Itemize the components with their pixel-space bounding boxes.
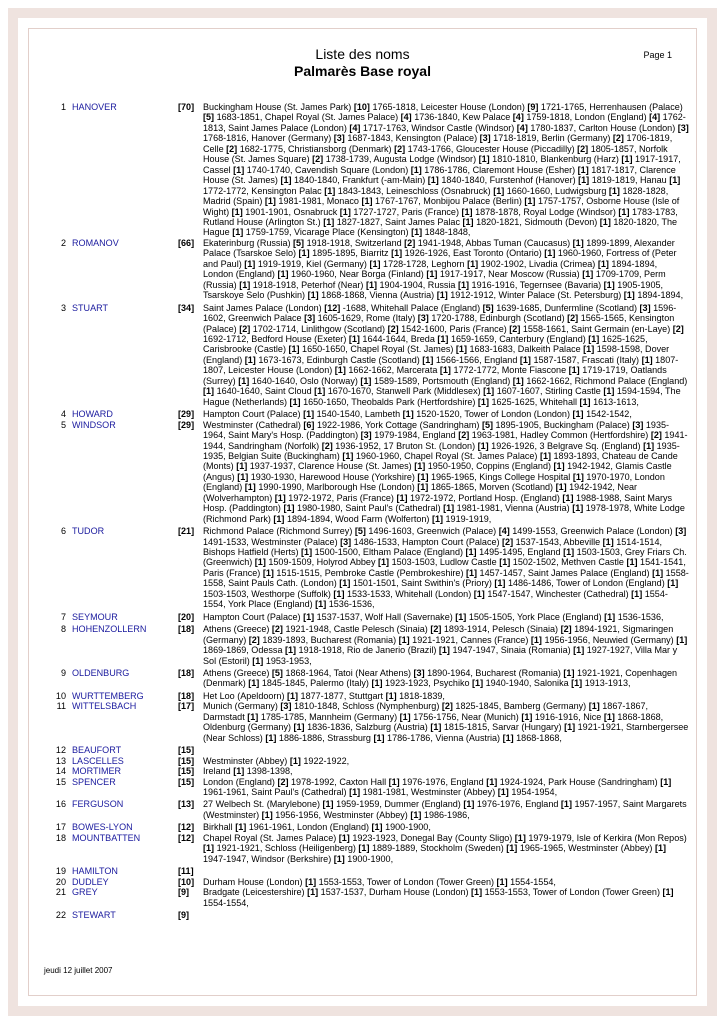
house-name: LASCELLES (72, 755, 124, 766)
house-details: Athens (Greece) [2] 1921-1948, Castle Pelesch (Sinaia) [2] 1893-1914, Pelesch (Sinaia) [2] 1894-1921, Sigmaringen (Germany) [2] 1839-1893, Bucharest (Romania) [1] 1921-1921, Cannes (France) [1] 1956-1956, Neuwied (Germany) [1] 1869-1869, Odessa [1] 1918-1918, Rio de Janerio (Brazil) [1] 1947-1947, Sinaia (Romania) [1] 1927-1927, Villa Mar y Sol (Estoril) [1] 1953-1953, (203, 624, 688, 666)
house-name: WURTTEMBERG (72, 690, 144, 701)
house-count: [15] (178, 745, 195, 756)
house-name: SEYMOUR (72, 611, 118, 622)
house-details: Chapel Royal (St. James Palace) [1] 1923-1923, Donegal Bay (County Sligo) [1] 1979-1979, Isle of Kerkira (Mon Repos) [1] 1921-1921, Schloss (Heiligenberg) [1] 1889-1889, Stockholm (Sweden) [1] 1965-1965, Westminster (Abbey) [1] 1947-1947, Windsor (Berkshire) [1] 1900-1900, (203, 832, 687, 864)
house-details (203, 866, 689, 876)
list-item (44, 612, 689, 622)
house-details: Hampton Court (Palace) [1] 1540-1540, Lambeth [1] 1520-1520, Tower of London (London) [1] 1542-1542, (203, 409, 632, 420)
list-item (44, 822, 689, 832)
house-count: [20] (178, 611, 195, 622)
house-count: [9] (178, 887, 190, 898)
house-count: [21] (178, 526, 195, 537)
page-title: Liste des noms (315, 46, 410, 62)
item-number: 17 (55, 822, 66, 833)
list-item (44, 409, 689, 419)
house-name: GREY (72, 887, 98, 898)
house-details: Buckingham House (St. James Park) [10] 1765-1818, Leicester House (London) [9] 1721-1765, Herrenhausen (Palace) [5] 1683-1851, Chapel Royal (St. James Palace) [4] 1736-1840, Kew Palace [4] 1759-1818, London (England) [4] 1762-1813, Saint James Palace (London) [4] 1717-1763, Windsor Castle (Windsor) [4] 1780-1837, Carlton House (London) [3] 1768-1816, Hanover (Germany) [3] 1687-1843, Kensington (Palace) [3] 1718-1819, Berlin (Germany) [2] 1706-1819, Celle [2] 1682-1775, Christiansborg (Denmark) [2] 1743-1766, Gloucester House (Piccadilly) [2] 1805-1857, Norfolk House (St. James Square) [2] 1738-1739, Augusta Lodge (Windsor) [1] 1810-1810, Blankenburg (Harz) [1] 1917-1917, Cassel [1] 1740-1740, Cavendish Square (London) [1] 1786-1786, Claremont House (Esher) [1] 1817-1817, Clarence House (St. James) [1] 1840-1840, Frankfurt (-am-Main) [1] 1840-1840, Furstenhof (Hanover) [1] 1819-1819, Hanau [1] 1772-1772, Kensington Palac [1] 1843-1843, Leineschloss (Osnabruck) [1] 1660-1660, Ludwigsburg [1] 1828-1828, Madrid (Spain) [1] 1981-1981, Monaco [1] 1767-1767, Monbijou Palace (Berlin) [1] 1757-1757, Osborne House (Isle of Wight) [1] 1901-1901, Osnabruck [1] 1727-1727, Paris (France) [1] 1878-1878, Royal Lodge (Windsor) [1] 1783-1783, Rutland House (Arlington St.) [1] 1827-1827, Saint James Palac [1] 1820-1821, Sidmouth (Devon) [1] 1820-1820, The Hague [1] 1759-1759, Vicarage Place (Kensington) [1] 1848-1848, (203, 102, 689, 238)
house-details: Durham House (London) [1] 1553-1553, Tower of London (Tower Green) [1] 1554-1554, (203, 876, 556, 887)
list-item (44, 420, 689, 525)
house-details (203, 745, 689, 755)
item-number: 9 (60, 668, 66, 679)
house-details: Athens (Greece) [5] 1868-1964, Tatoi (Near Athens) [3] 1890-1964, Bucharest (Romania) [1] 1921-1921, Copenhagen (Denmark) [1] 1845-1845, Palermo (Italy) [1] 1923-1923, Psychiko [1] 1940-1940, Salonika [1] 1913-1913, (203, 668, 678, 689)
house-details: Bradgate (Leicestershire) [1] 1537-1537, Durham House (London) [1] 1553-1553, Tower of London (Tower Green) [1] 1554-1554, (203, 887, 674, 908)
house-count: [15] (178, 755, 195, 766)
house-name: WITTELSBACH (72, 701, 137, 712)
list-item (44, 777, 689, 798)
house-name: BEAUFORT (72, 745, 122, 756)
page-subtitle: Palmarès Base royal (294, 63, 431, 79)
item-number: 7 (60, 611, 66, 622)
item-number: 19 (55, 866, 66, 877)
house-count: [12] (178, 832, 195, 843)
item-number: 4 (60, 409, 66, 420)
house-name: HANOVER (72, 102, 117, 112)
list-item (44, 701, 689, 743)
list-item (44, 668, 689, 689)
item-number: 8 (60, 624, 66, 635)
list-item (44, 102, 689, 238)
house-count: [18] (178, 624, 195, 635)
house-details: Westminster (Abbey) [1] 1922-1922, (203, 755, 350, 766)
house-count: [18] (178, 690, 195, 701)
item-number: 18 (55, 832, 66, 843)
item-number: 15 (55, 776, 66, 787)
house-name: STEWART (72, 909, 116, 920)
list-item (44, 799, 689, 820)
house-count: [12] (178, 822, 195, 833)
house-details: Richmond Palace (Richmond Surrey) [5] 1496-1603, Greenwich (Palace) [4] 1499-1553, Greenwich Palace (London) [3] 1491-1533, Westminster (Palace) [3] 1486-1533, Hampton Court (Palace) [2] 1537-1543, Abbeville [1] 1514-1514, Bishops Hatfield (Herts) [1] 1500-1500, Eltham Palace (England) [1] 1495-1495, England [1] 1503-1503, Grey Friars Ch. (Greenwich) [1] 1509-1509, Holyrod Abbey [1] 1503-1503, Ludlow Castle [1] 1502-1502, Methven Castle [1] 1541-1541, Paris (France) [1] 1515-1515, Pembroke Castle (Pembrokeshire) [1] 1457-1457, Saint James Palace (England) [1] 1558-1558, Saint Pauls Cath. (London) [1] 1501-1501, Saint Swithin's (Priory) [1] 1486-1486, Tower of London (England) [1] 1503-1503, Westhorpe (Suffolk) [1] 1533-1533, Whitehall (London) [1] 1547-1547, Winchester (Cathedral) [1] 1554-1554, York Place (England) [1] 1536-1536, (203, 526, 689, 610)
list-item (44, 691, 689, 701)
list-item (44, 526, 689, 610)
house-count: [17] (178, 701, 195, 712)
house-name: SPENCER (72, 776, 116, 787)
house-name: HOHENZOLLERN (72, 624, 147, 635)
list-item (44, 866, 689, 876)
item-number: 3 (60, 302, 66, 313)
house-name: FERGUSON (72, 799, 124, 810)
item-number: 1 (60, 102, 66, 112)
item-number: 11 (56, 701, 66, 712)
footer-date: jeudi 12 juillet 2007 (44, 966, 113, 975)
house-count: [29] (178, 419, 195, 430)
house-count: [66] (178, 237, 195, 248)
house-count: [34] (178, 302, 195, 313)
house-name: HOWARD (72, 409, 113, 420)
house-details (203, 910, 689, 920)
item-number: 13 (55, 755, 66, 766)
house-name: MORTIMER (72, 766, 122, 777)
house-count: [29] (178, 409, 195, 420)
item-number: 12 (55, 745, 66, 756)
house-count: [15] (178, 766, 195, 777)
list-item (44, 833, 689, 864)
item-number: 16 (55, 799, 66, 810)
list-item (44, 756, 689, 766)
house-name: MOUNTBATTEN (72, 832, 141, 843)
house-details: Ekaterinburg (Russia) [5] 1918-1918, Switzerland [2] 1941-1948, Abbas Tuman (Caucasus) [1] 1899-1899, Alexander Palace (Tsarskoe Selo) [1] 1895-1895, Biarritz [1] 1926-1926, East Toronto (Ontario) [1] 1960-1960, Fortress of (Peter and Paul) [1] 1919-1919, Kiel (Germany) [1] 1728-1728, Leghorn [1] 1902-1902, Livadia (Crimea) [1] 1894-1894, London (England) [1] 1960-1960, Near Borga (Finland) [1] 1917-1917, Near Moscow (Russia) [1] 1709-1709, Perm (Russia) [1] 1918-1918, Peterhof (Near) [1] 1904-1904, Russia [1] 1916-1916, Tegernsee (Bavaria) [1] 1905-1905, Tsarskoye Selo (Pushkin) [1] 1868-1868, Vienna (Austria) [1] 1912-1912, Winter Palace (St. Petersburg) [1] 1894-1894, (203, 237, 684, 301)
list-item (44, 624, 689, 666)
item-number: 10 (55, 690, 66, 701)
list-item (44, 238, 689, 301)
house-count: [15] (178, 776, 195, 787)
item-number: 14 (55, 766, 66, 777)
house-details: Het Loo (Apeldoorn) [1] 1877-1877, Stuttgart [1] 1818-1839, (203, 690, 445, 701)
page-number: Page 1 (643, 50, 672, 60)
house-count: [70] (178, 102, 195, 112)
house-name: TUDOR (72, 526, 105, 537)
house-name: ROMANOV (72, 237, 119, 248)
house-details: Munich (Germany) [3] 1810-1848, Schloss (Nymphenburg) [2] 1825-1845, Bamberg (Germany) [1] 1867-1867, Darmstadt [1] 1785-1785, Mannheim (Germany) [1] 1756-1756, Near (Munich) [1] 1916-1916, Nice [1] 1868-1868, Oldenburg (Germany) [1] 1836-1836, Salzburg (Austria) [1] 1815-1815, Sarvar (Hungary) [1] 1921-1921, Starnbergersee (Near Schloss) [1] 1886-1886, Strassburg [1] 1786-1786, Vienna (Austria) [1] 1868-1868, (203, 701, 689, 743)
house-name: WINDSOR (72, 419, 116, 430)
house-details: Hampton Court (Palace) [1] 1537-1537, Wolf Hall (Savernake) [1] 1505-1505, York Place (England) [1] 1536-1536, (203, 611, 664, 622)
page-header (0, 46, 725, 80)
house-name: STUART (72, 302, 109, 313)
item-number: 5 (60, 419, 66, 430)
house-details: Westminster (Cathedral) [6] 1922-1986, York Cottage (Sandringham) [5] 1895-1905, Buckingham (Palace) [3] 1935-1964, Saint Mary's Hosp. (Paddington) [3] 1979-1984, England [2] 1963-1981, Hadley Common (Hertfordshire) [2] 1941-1944, Sandringham (Norfolk) [2] 1936-1952, 17 Bruton St. (London) [1] 1926-1926, 3 Belgrave Sq. (England) [1] 1935-1935, Belgian Suite (Buckingham) [1] 1960-1960, Chapel Royal (St. James Palace) [1] 1893-1893, Chateau de Cande (Monts) [1] 1937-1937, Clarence House (St. James) [1] 1950-1950, Coppins (England) [1] 1942-1942, Glamis Castle (Angus) [1] 1930-1930, Harewood House (Yorkshire) [1] 1965-1965, Kings College Hospital [1] 1970-1970, London (England) [1] 1990-1990, Marlborough Hse (London) [1] 1865-1865, Morven (Scotland) [1] 1942-1942, Near (Wolverhampton) [1] 1972-1972, Paris (France) [1] 1972-1972, Portland Hosp. (England) [1] 1988-1988, Saint Marys Hosp. (Paddington) [1] 1980-1980, Saint Paul's (Cathedral) [1] 1981-1981, Vienna (Austria) [1] 1978-1978, White Lodge (Richmond Park) [1] 1894-1894, Wood Farm (Wolferton) [1] 1919-1919, (203, 419, 688, 524)
house-name: BOWES-LYON (72, 822, 133, 833)
house-count: [18] (178, 668, 195, 679)
house-count: [9] (178, 909, 190, 920)
list-item (44, 766, 689, 776)
house-count: [13] (178, 799, 195, 810)
house-details: London (England) [2] 1978-1992, Caxton Hall [1] 1976-1976, England [1] 1924-1924, Park House (Sandringham) [1] 1961-1961, Saint Paul's (Cathedral) [1] 1981-1981, Westminster (Abbey) [1] 1954-1954, (203, 776, 672, 797)
list-item (44, 745, 689, 755)
house-count: [11] (178, 866, 194, 877)
list-item (44, 910, 689, 920)
house-name: HAMILTON (72, 866, 118, 877)
item-number: 6 (60, 526, 66, 537)
item-number: 20 (55, 876, 66, 887)
house-details: Ireland [1] 1398-1398, (203, 766, 293, 777)
list-item (44, 303, 689, 408)
list-item (44, 877, 689, 887)
item-number: 21 (55, 887, 66, 898)
house-name: DUDLEY (72, 876, 109, 887)
house-details: Saint James Palace (London) [12] -1688, Whitehall Palace (England) [5] 1639-1685, Dunfermline (Scotland) [3] 1596-1602, Greenwich Palace [3] 1605-1629, Rome (Italy) [3] 1720-1788, Edinburgh (Scotland) [2] 1565-1565, Kensington (Palace) [2] 1702-1714, Linlithgow (Scotland) [2] 1542-1600, Paris (France) [2] 1558-1661, Saint Germain (en-Laye) [2] 1692-1712, Bedford House (Exeter) [1] 1644-1644, Breda [1] 1659-1659, Canterbury (England) [1] 1625-1625, Carisbrooke (Castle) [1] 1650-1650, Chapel Royal (St. James) [1] 1683-1683, Dalkeith Palace [1] 1598-1598, Dover (England) [1] 1673-1673, Edinburgh Castle (Scotland) [1] 1566-1566, England [1] 1587-1587, Frascati (Italy) [1] 1807-1807, Leicester House (London) [1] 1662-1662, Marcerata [1] 1772-1772, Monte Fiascone [1] 1719-1719, Oatlands (Surrey) [1] 1640-1640, Oslo (Norway) [1] 1589-1589, Portsmouth (England) [1] 1662-1662, Richmond Palace (England) [1] 1640-1640, Saint Cloud [1] 1670-1670, Stanwell Park (Middlesex) [1] 1607-1607, Stirling Castle [1] 1594-1594, The Hague (Netherlands) [1] 1650-1650, Theobalds Park (Hertfordshire) [1] 1625-1625, Whitehall [1] 1613-1613, (203, 302, 688, 407)
house-details: 27 Welbech St. (Marylebone) [1] 1959-1959, Dummer (England) [1] 1976-1976, England [1] 1957-1957, Saint Margarets (Westminster) [1] 1956-1956, Westminster (Abbey) [1] 1986-1986, (203, 799, 687, 820)
item-number: 22 (55, 909, 66, 920)
item-number: 2 (60, 237, 66, 248)
house-name: OLDENBURG (72, 668, 130, 679)
list-item (44, 887, 689, 908)
house-details: Birkhall [1] 1961-1961, London (England) [1] 1900-1900, (203, 822, 431, 833)
names-list (44, 102, 689, 920)
house-count: [10] (178, 876, 195, 887)
